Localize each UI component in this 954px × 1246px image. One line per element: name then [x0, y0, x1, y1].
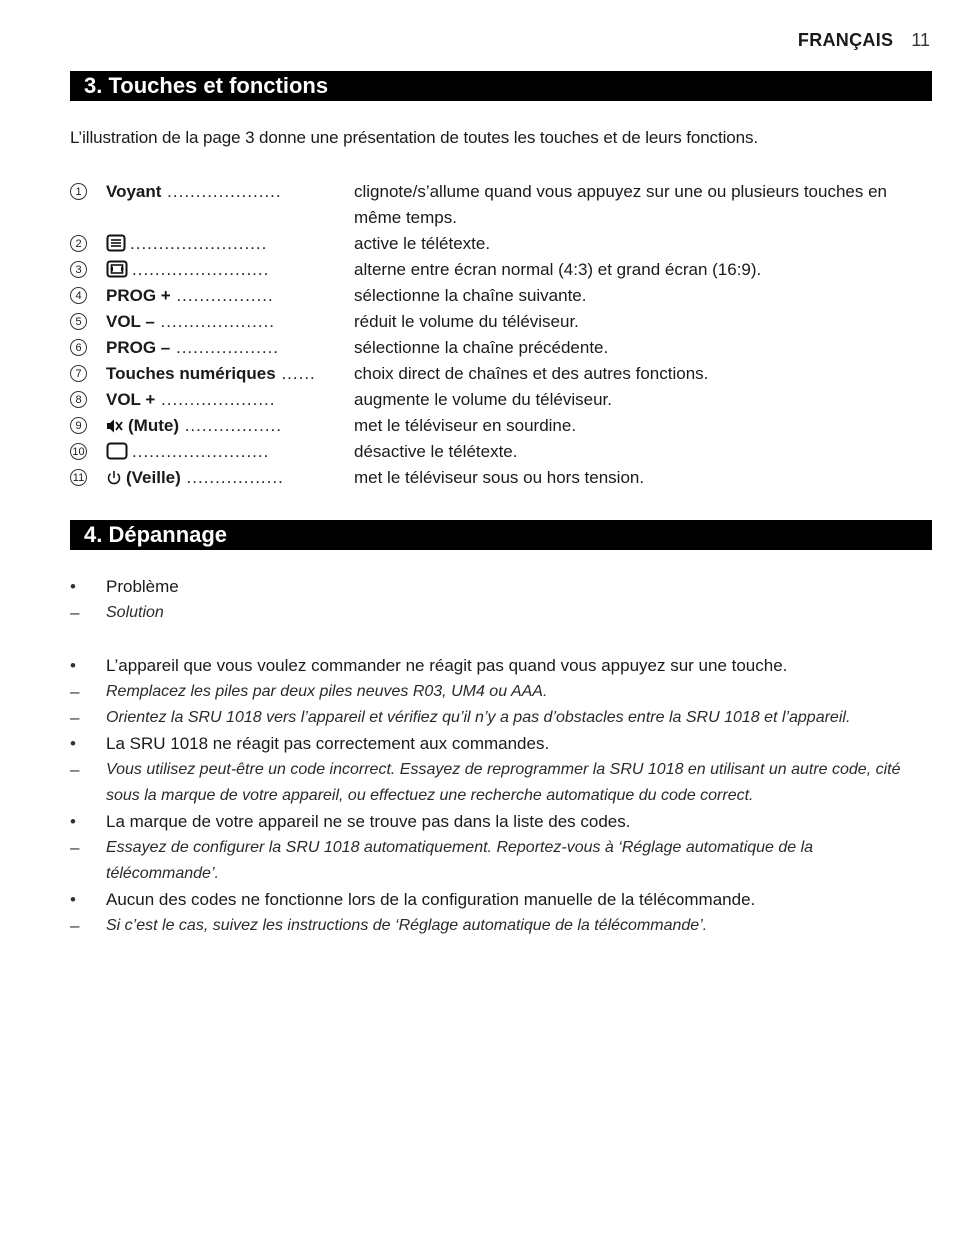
solution-text: Remplacez les piles par deux piles neuves R03, UM4 ou AAA.: [106, 683, 548, 700]
solution-text: Orientez la SRU 1018 vers l’appareil et vérifiez qu’il n’y a pas d’obstacles entre la SRU 1018 et l’appareil.: [106, 709, 851, 726]
key-item: [70, 257, 930, 283]
key-name: VOL +: [106, 390, 156, 409]
problem-item: [70, 653, 930, 679]
key-description: clignote/s’allume quand vous appuyez sur une ou plusieurs touches en même temps.: [354, 182, 888, 227]
problem-item: [70, 809, 930, 835]
key-number-badge: 3: [70, 261, 87, 278]
leader-dots: ....................: [161, 182, 282, 201]
key-name: Touches numériques: [106, 364, 276, 383]
solution-text: Vous utilisez peut-être un code incorrect. Essayez de reprogrammer la SRU 1018 en utilisant un autre code, cité sous la marque de votre appareil, ou effectuez une recherche automatique du code correct.: [106, 761, 901, 804]
section-title-depannage: 4. Dépannage: [70, 520, 932, 550]
key-description: sélectionne la chaîne suivante.: [354, 286, 587, 305]
problem-item: [70, 731, 930, 757]
key-number-badge: 8: [70, 391, 87, 408]
page-header: [798, 30, 930, 51]
key-description: alterne entre écran normal (4:3) et grand écran (16:9).: [354, 260, 762, 279]
dash-mark: –: [70, 838, 80, 857]
key-label: [106, 413, 352, 442]
key-name: (Mute): [128, 416, 179, 435]
leader-dots: .................: [178, 416, 283, 435]
key-label: [106, 387, 352, 413]
problem-text: L’appareil que vous voulez commander ne réagit pas quand vous appuyez sur une touche.: [106, 656, 788, 675]
leader-dots: ........................: [132, 260, 270, 279]
key-number-badge: 11: [70, 469, 87, 486]
dash-mark: –: [70, 603, 80, 622]
solution-item: [70, 835, 930, 887]
problem-text: Aucun des codes ne fonctionne lors de la configuration manuelle de la télécommande.: [106, 890, 756, 909]
intro-paragraph: L’illustration de la page 3 donne une présentation de toutes les touches et de leurs fonctions.: [70, 128, 758, 147]
leader-dots: ......: [275, 364, 316, 383]
dash-mark: –: [70, 760, 80, 779]
key-description: choix direct de chaînes et des autres fonctions.: [354, 364, 709, 383]
key-name: PROG +: [106, 286, 171, 305]
key-label: [106, 257, 352, 286]
key-name: PROG –: [106, 338, 171, 357]
key-number-badge: 9: [70, 417, 87, 434]
key-number-badge: 10: [70, 443, 87, 460]
solution-text: Si c’est le cas, suivez les instructions de ‘Réglage automatique de la télécommande’.: [106, 917, 708, 934]
key-list: [70, 179, 930, 491]
leader-dots: ........................: [130, 234, 268, 253]
bullet-mark: •: [70, 890, 76, 909]
spacer: [70, 626, 930, 653]
key-item: [70, 387, 930, 413]
dash-mark: –: [70, 708, 80, 727]
troubleshooting-list: [70, 574, 930, 939]
bullet-mark: •: [70, 734, 76, 753]
bullet-mark: •: [70, 812, 76, 831]
key-item: [70, 465, 930, 491]
key-label: [106, 309, 352, 335]
power-icon: [106, 468, 122, 494]
key-number-badge: 1: [70, 183, 87, 200]
leader-dots: ....................: [154, 312, 276, 331]
key-description: met le téléviseur sous ou hors tension.: [354, 468, 645, 487]
solution-text: Solution: [106, 604, 164, 621]
leader-dots: .................: [180, 468, 284, 487]
key-number-badge: 4: [70, 287, 87, 304]
key-name: VOL –: [106, 312, 155, 331]
problem-item: [70, 887, 930, 913]
key-name: Voyant: [106, 182, 162, 201]
key-label: [106, 335, 352, 361]
key-description: met le téléviseur en sourdine.: [354, 416, 577, 435]
key-description: réduit le volume du téléviseur.: [354, 312, 579, 331]
solution-item: [70, 679, 930, 705]
key-item: [70, 361, 930, 387]
page-number: 11: [911, 30, 930, 50]
key-number-badge: 2: [70, 235, 87, 252]
solution-text: Essayez de configurer la SRU 1018 automatiquement. Reportez-vous à ‘Réglage automatique de la télécommande’.: [106, 839, 814, 882]
section-title-touches: 3. Touches et fonctions: [70, 71, 932, 101]
key-item: [70, 179, 930, 231]
key-name: (Veille): [126, 468, 181, 487]
key-label: [106, 179, 352, 205]
key-item: [70, 335, 930, 361]
bullet-mark: •: [70, 656, 76, 675]
key-description: active le télétexte.: [354, 234, 491, 253]
key-description: augmente le volume du téléviseur.: [354, 390, 612, 409]
key-number-badge: 5: [70, 313, 87, 330]
leader-dots: ........................: [132, 442, 270, 461]
solution-item: [70, 757, 930, 809]
key-label: [106, 439, 352, 468]
key-item: [70, 439, 930, 465]
leader-dots: ..................: [170, 338, 279, 357]
dash-mark: –: [70, 916, 80, 935]
problem-text: La marque de votre appareil ne se trouve pas dans la liste des codes.: [106, 812, 631, 831]
problem-item: [70, 574, 930, 600]
key-item: [70, 283, 930, 309]
leader-dots: .................: [170, 286, 274, 305]
bullet-mark: •: [70, 577, 76, 596]
key-number-badge: 7: [70, 365, 87, 382]
key-number-badge: 6: [70, 339, 87, 356]
key-label: [106, 231, 352, 260]
solution-item: [70, 600, 930, 626]
problem-text: La SRU 1018 ne réagit pas correctement aux commandes.: [106, 734, 550, 753]
key-description: sélectionne la chaîne précédente.: [354, 338, 609, 357]
language-label: FRANÇAIS: [797, 30, 894, 50]
leader-dots: ....................: [155, 390, 276, 409]
key-item: [70, 413, 930, 439]
key-label: [106, 465, 352, 494]
key-label: [106, 361, 352, 387]
solution-item: [70, 913, 930, 939]
dash-mark: –: [70, 682, 80, 701]
problem-text: Problème: [106, 577, 179, 596]
key-item: [70, 309, 930, 335]
solution-item: [70, 705, 930, 731]
key-item: [70, 231, 930, 257]
key-label: [106, 283, 352, 309]
key-description: désactive le télétexte.: [354, 442, 518, 461]
